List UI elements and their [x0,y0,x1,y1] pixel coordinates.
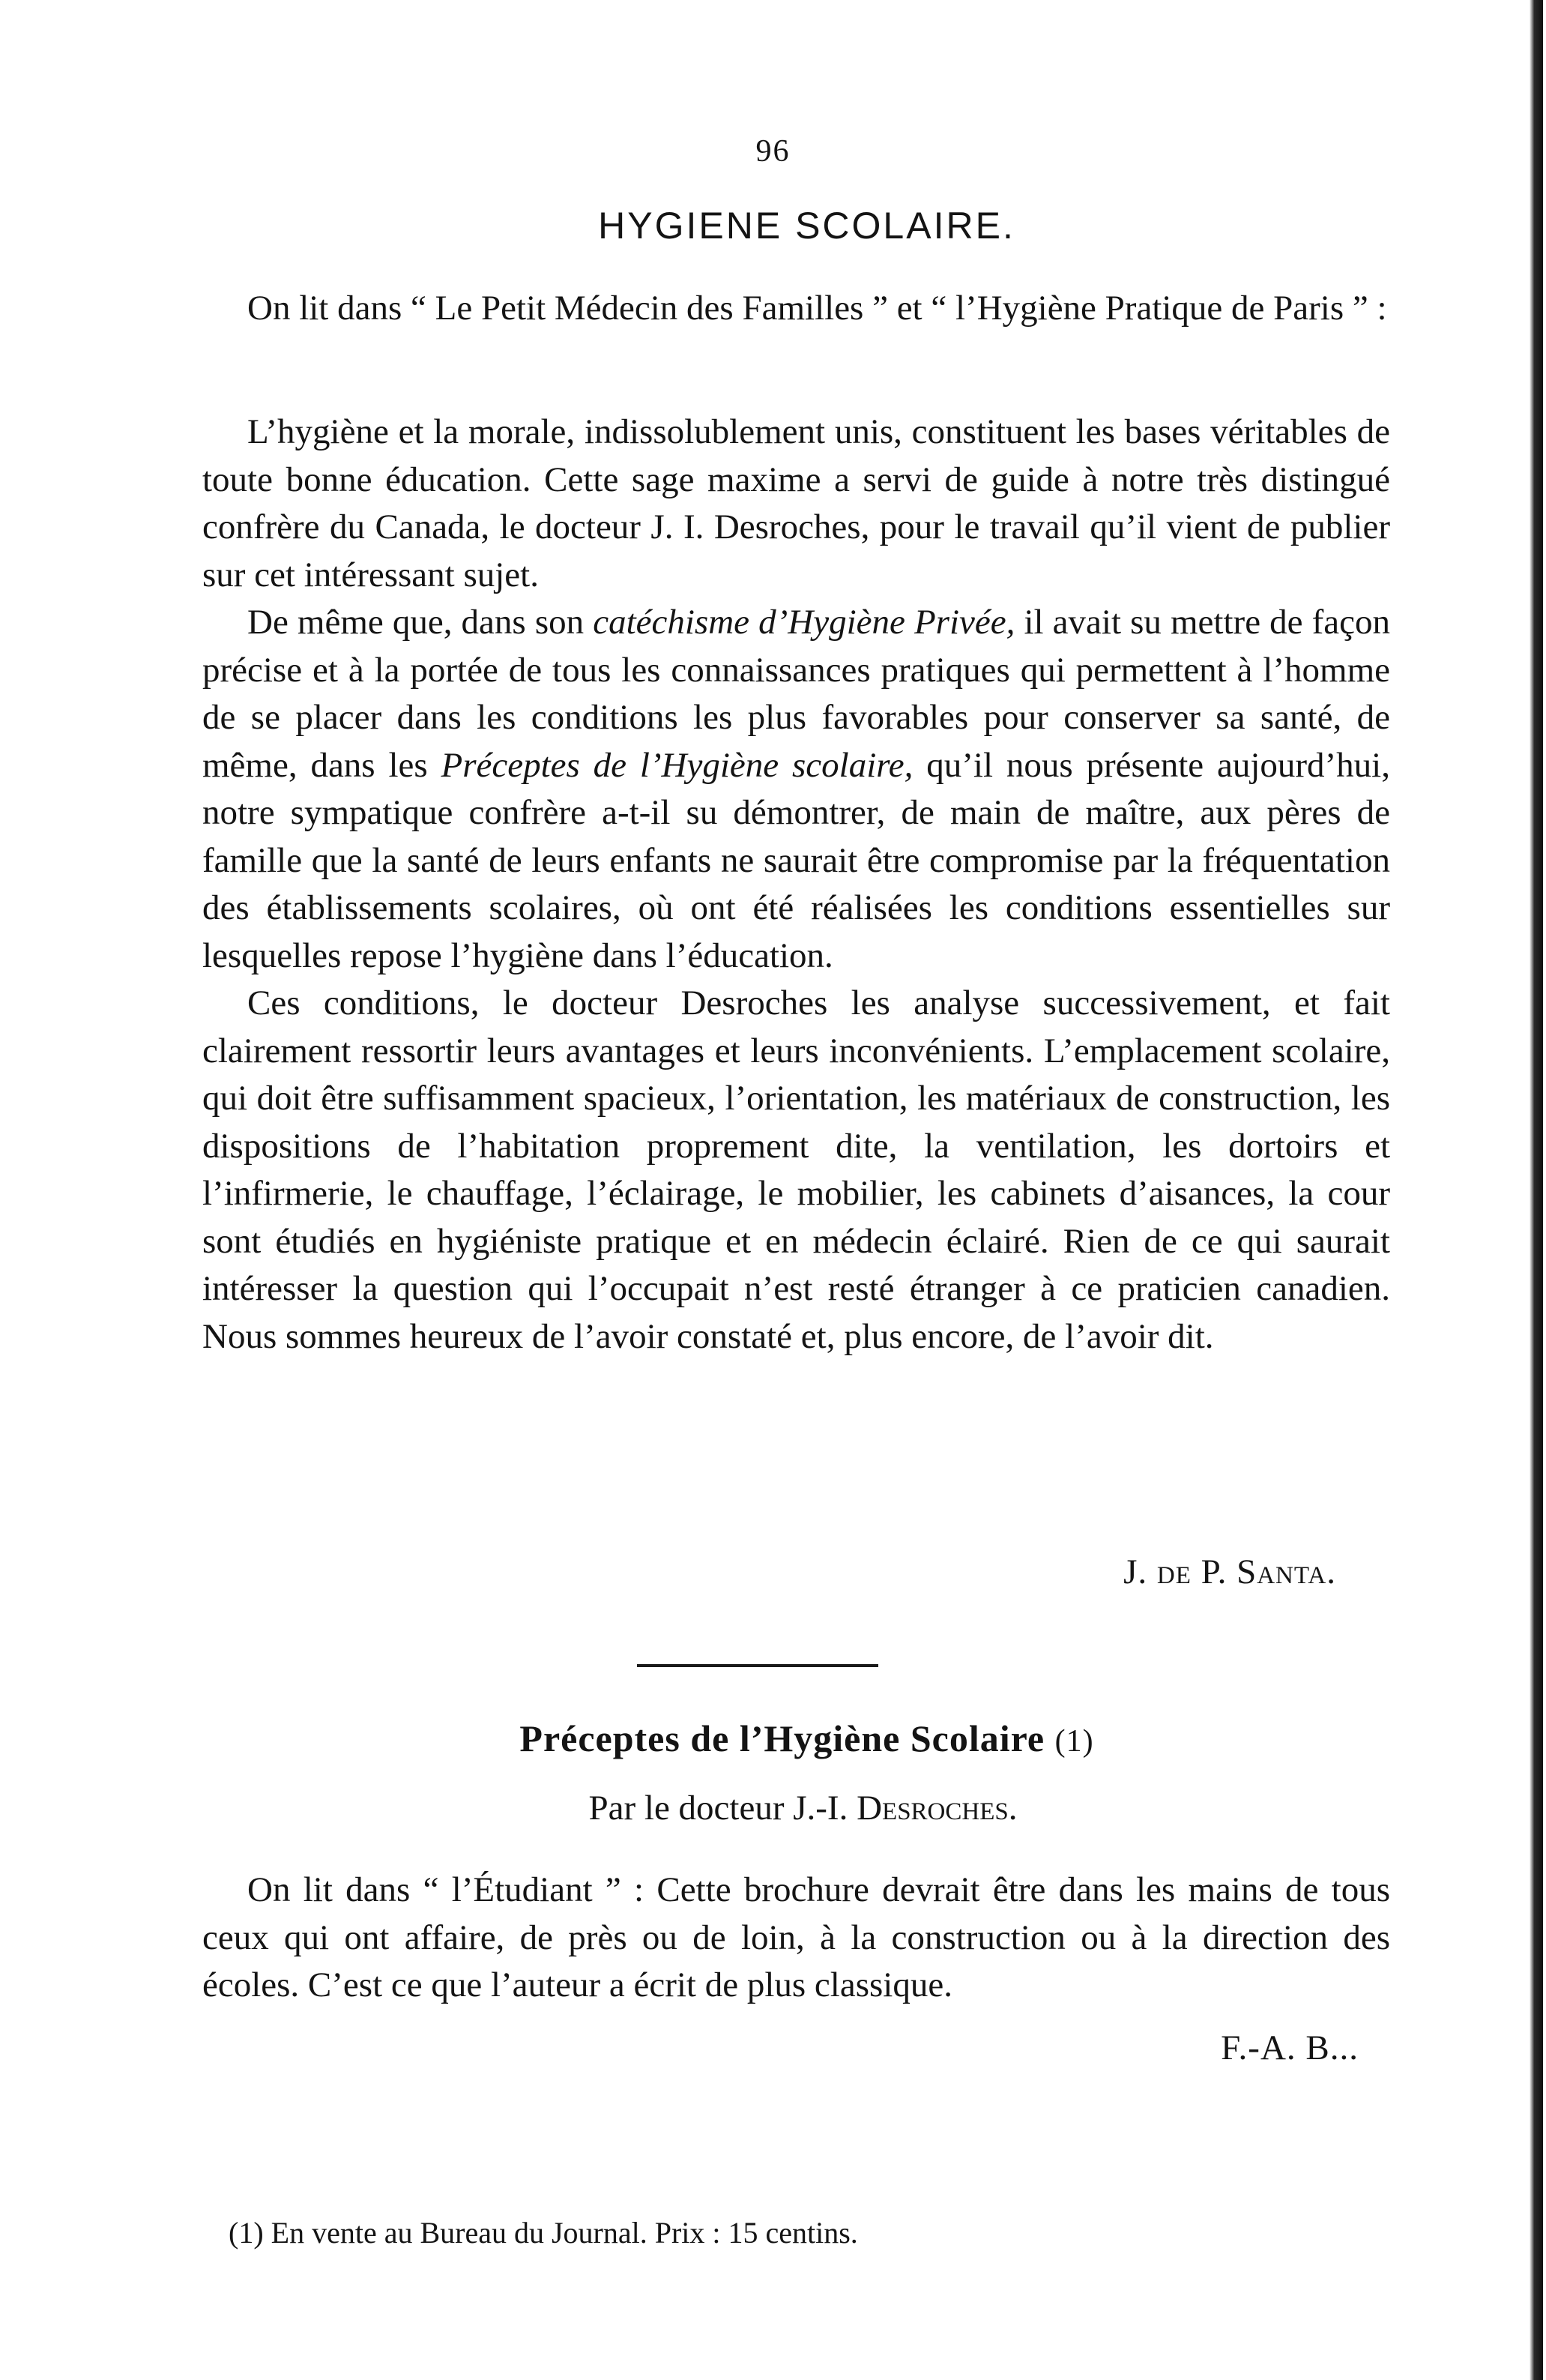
signature-name: P. Santa. [1201,1552,1336,1591]
article-paragraph-1: L’hygiène et la morale, indissolublement unis, constituent les bases véritables de toute bonne éducation. Cette sage maxime a servi de guide à notre très distingué confrère du Canada, le docteur J. I. Desroches, pour le travail qu’il vient de publier sur cet intéressant sujet. [202,412,1390,594]
review-byline [0,1788,1546,1828]
review-body [202,1867,1390,2010]
catechism-title: catéchisme d’Hygiène Privée, [593,603,1015,642]
signature-fab: F.-A. B... [1221,2028,1359,2067]
paragraph-2-text-b: il avait su mettre de façon précise et à la portée de tous les connaissances pratiques qui permettent à l’homme de se placer dans les conditions les plus favorables pour conserver sa santé, de même, dans les [202,603,1390,785]
page-number: 96 [755,134,791,169]
section-heading: HYGIENE SCOLAIRE. [598,205,1015,247]
intro-block [202,285,1390,333]
article-paragraph-3: Ces conditions, le docteur Desroches les analyse successivement, et fait clairement ressortir leurs avantages et leurs inconvénients. L’emplacement scolaire, qui doit être suffisamment spacieux, l’orientation, les matériaux de construction, les dispositions de l’habitation proprement dite, la ventilation, les dortoirs et l’infirmerie, le chauffage, l’éclairage, le mobilier, les cabinets d’aisances, la cour sont étudiés en hygiéniste pratique et en médecin éclairé. Rien de ce qui saurait intéresser la question qui l’occupait n’est resté étranger à ce praticien canadien. Nous sommes heureux de l’avoir constaté et, plus encore, de l’avoir dit. [202,983,1390,1356]
byline-name: Desroches. [857,1789,1018,1828]
paragraph-2-text-c: qu’il nous présente aujourd’hui, notre sympatique confrère a-t-il su démontrer, de main de maître, aux pères de famille que la santé de leurs enfants ne saurait être compromise par la fréquentation des établissements scolaires, où ont été réalisées les conditions essentielles sur lesquelles repose l’hygiène dans l’éducation. [202,745,1390,975]
article-body [202,409,1390,1361]
section-divider [637,1664,878,1667]
footnote: (1) En vente au Bureau du Journal. Prix : 15 centins. [229,2216,858,2250]
paragraph-2-text-a: De même que, dans son [247,603,594,642]
review-title-text: Préceptes de l’Hygiène Scolaire [519,1717,1045,1759]
review-paragraph: On lit dans “ l’Étudiant ” : Cette brochure devrait être dans les mains de tous ceux qui ont affaire, de près ou de loin, à la construction ou à la direction des écoles. C’est ce que l’auteur a écrit de plus classique. [202,1870,1390,2004]
intro-paragraph: On lit dans “ Le Petit Médecin des Familles ” et “ l’Hygiène Pratique de Paris ” : [247,289,1387,328]
preceptes-title: Préceptes de l’Hygiène scolaire, [441,745,914,785]
article-paragraph-2 [202,599,1390,980]
signature-santa [1123,1552,1336,1592]
signature-particle: de [1156,1552,1192,1591]
byline-prefix: Par le docteur J.-I. [588,1789,848,1828]
signature-initials: J. [1123,1552,1148,1591]
review-title [0,1717,1546,1760]
scan-edge-shadow [1530,0,1543,2380]
footnote-marker: (1) [1054,1724,1094,1759]
